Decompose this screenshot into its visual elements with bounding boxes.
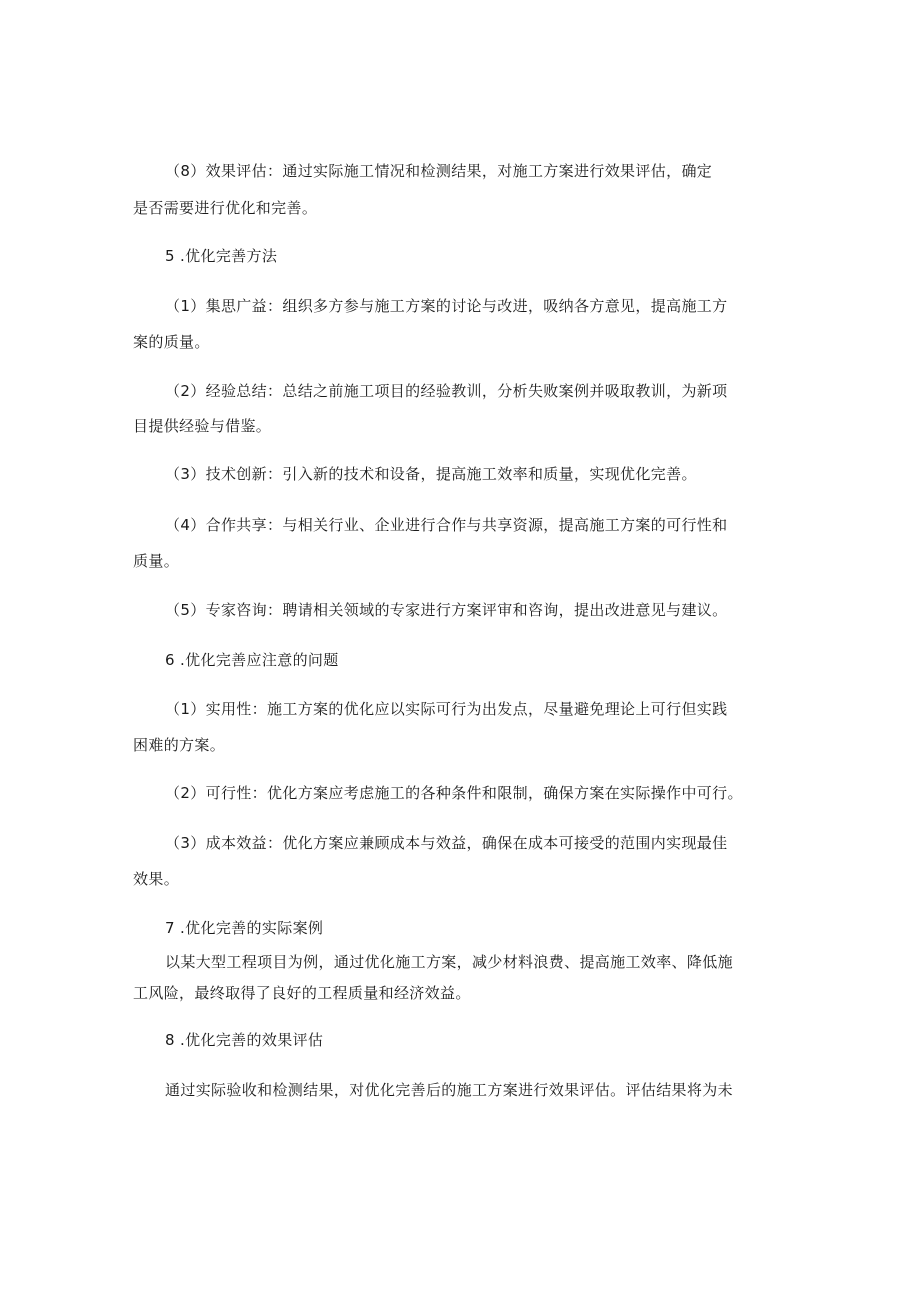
paragraph-line: （8）效果评估：通过实际施工情况和检测结果，对施工方案进行效果评估，确定	[165, 162, 713, 180]
paragraph-line: （1）集思广益：组织多方参与施工方案的讨论与改进，吸纳各方意见，提高施工方	[165, 297, 728, 315]
paragraph-line: 是否需要进行优化和完善。	[133, 199, 318, 217]
paragraph-line: （3）成本效益：优化方案应兼顾成本与效益，确保在成本可接受的范围内实现最佳	[165, 834, 728, 852]
paragraph-line: 通过实际验收和检测结果，对优化完善后的施工方案进行效果评估。评估结果将为未	[165, 1081, 733, 1099]
paragraph-line: （2）经验总结：总结之前施工项目的经验教训，分析失败案例并吸取教训，为新项	[165, 382, 728, 400]
paragraph-line: 以某大型工程项目为例，通过优化施工方案，减少材料浪费、提高施工效率、降低施	[165, 953, 733, 971]
paragraph-line: （5）专家咨询：聘请相关领域的专家进行方案评审和咨询，提出改进意见与建议。	[165, 601, 728, 619]
section-heading: 6 .优化完善应注意的问题	[165, 651, 339, 669]
paragraph-line: 效果。	[133, 870, 180, 888]
paragraph-line: （3）技术创新：引入新的技术和设备，提高施工效率和质量，实现优化完善。	[165, 465, 697, 483]
paragraph-line: 工风险，最终取得了良好的工程质量和经济效益。	[133, 984, 471, 1002]
paragraph-line: 困难的方案。	[133, 736, 226, 754]
paragraph-line: 质量。	[133, 552, 180, 570]
section-heading: 5 .优化完善方法	[165, 247, 278, 265]
paragraph-line: 目提供经验与借鉴。	[133, 417, 272, 435]
paragraph-line: 案的质量。	[133, 333, 210, 351]
paragraph-line: （2）可行性：优化方案应考虑施工的各种条件和限制，确保方案在实际操作中可行。	[165, 784, 743, 802]
paragraph-line: （1）实用性：施工方案的优化应以实际可行为出发点，尽量避免理论上可行但实践	[165, 700, 728, 718]
paragraph-line: （4）合作共享：与相关行业、企业进行合作与共享资源，提高施工方案的可行性和	[165, 516, 728, 534]
section-heading: 7 .优化完善的实际案例	[165, 919, 324, 937]
section-heading: 8 .优化完善的效果评估	[165, 1031, 324, 1049]
